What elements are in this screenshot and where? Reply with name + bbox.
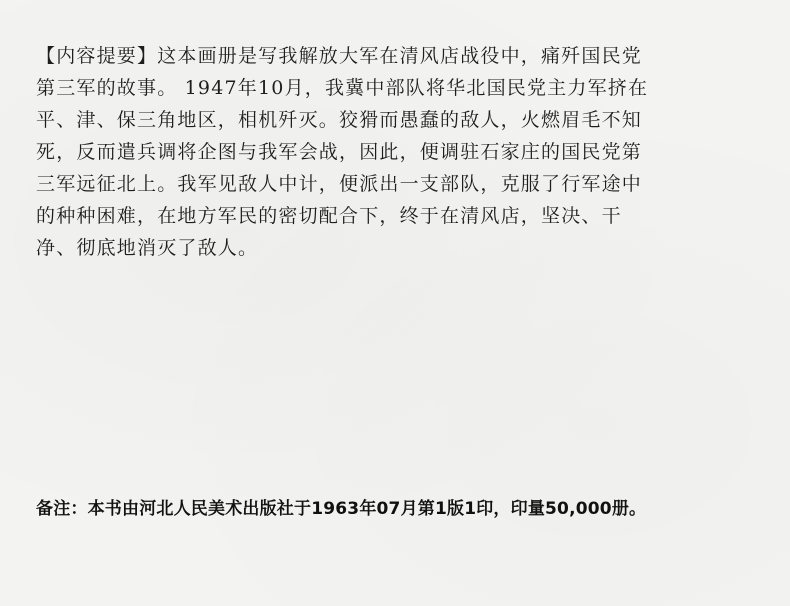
summary-line: 第三军的故事。 1947年10月，我冀中部队将华北国民党主力军挤在 — [36, 77, 649, 99]
summary-line: 净、彻底地消灭了敌人。 — [36, 237, 259, 259]
summary-line: 的种种困难，在地方军民的密切配合下，终于在清风店，坚决、干 — [36, 205, 622, 227]
summary-line: 死，反而遣兵调将企图与我军会战，因此，便调驻石家庄的国民党第 — [36, 141, 643, 163]
summary-line: 平、津、保三角地区，相机歼灭。狡猾而愚蠢的敌人，火燃眉毛不知 — [36, 109, 643, 131]
summary-line: 三军远征北上。我军见敌人中计，便派出一支部队，克服了行军途中 — [36, 173, 643, 195]
publication-note: 备注：本书由河北人民美术出版社于1963年07月第1版1印，印量50,000册。 — [36, 499, 647, 519]
summary-line: 【内容提要】这本画册是写我解放大军在清风店战役中，痛歼国民党 — [36, 45, 643, 67]
content-summary — [36, 40, 756, 264]
